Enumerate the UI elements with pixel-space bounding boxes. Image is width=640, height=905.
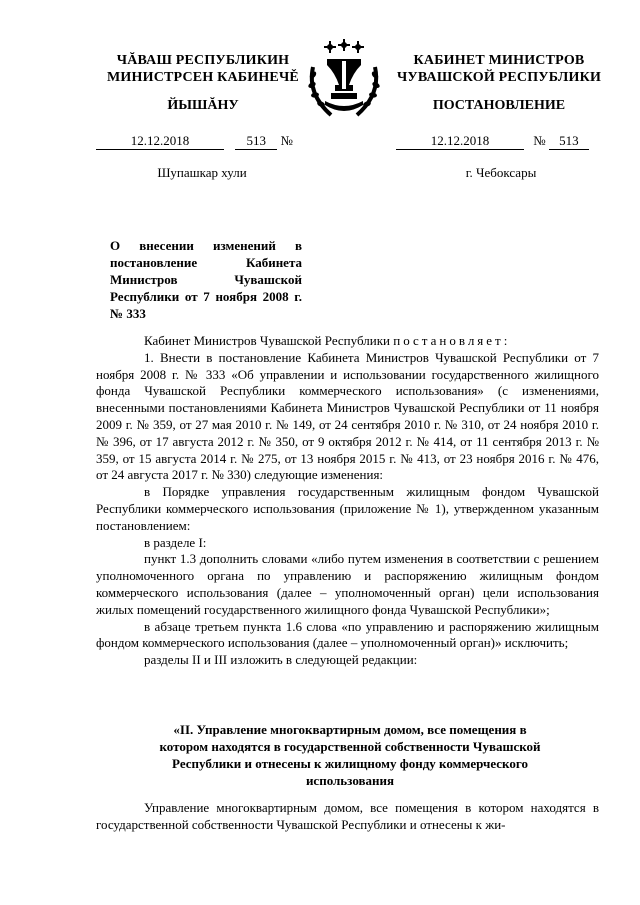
paragraph-4: пункт 1.3 дополнить словами «либо путем изменения в соответствии с решением уполномоченного органа по управлению и распоряжению жилищным фондом коммерческого использования (далее – уполномоченный орган) цели использования жилых помещений государственного жилищного фонда Чувашской Республики»; <box>96 551 599 617</box>
document-subject: О внесении изменений в постановление Кабинета Министров Чувашской Республики от 7 ноября 2008 г. № 333 <box>110 238 302 321</box>
left-number-sign: № <box>280 133 293 148</box>
document-body-continued <box>96 800 599 834</box>
right-number: 513 <box>549 133 589 150</box>
right-place: г. Чебоксары <box>465 165 537 180</box>
intro-paragraph <box>96 333 599 350</box>
right-number-sign: № <box>533 133 546 148</box>
left-date-row <box>96 133 308 150</box>
paragraph-3: в разделе I: <box>144 534 207 550</box>
left-header <box>96 52 310 86</box>
paragraph-7: Управление многоквартирным домом, все помещения в котором находятся в государственной собственности Чувашской Республики и отнесены к жи- <box>96 800 599 832</box>
paragraph-2: в Порядке управления государственным жилищным фондом Чувашской Республики коммерческого использования (приложение № 1), утвержденном указанным постановлением: <box>96 484 599 533</box>
coat-of-arms-emblem <box>301 39 387 125</box>
paragraph-5: в абзаце третьем пункта 1.6 слова «по управлению и распоряжению жилищным фондом коммерческого использования (далее – уполномоченный орган)» исключить; <box>96 618 599 651</box>
intro-verb: постановляет: <box>393 333 511 348</box>
left-date: 12.12.2018 <box>96 133 224 150</box>
left-number: 513 <box>235 133 277 150</box>
paragraph-1: 1. Внести в постановление Кабинета Министров Чувашской Республики от 7 ноября 2008 г. № 333 «Об управлении и использовании государственного жилищного фонда Чувашской Республики коммерческого использования» (с изменениями, внесенными постановлениями Кабинета Министров Чувашской Республики от 11 ноября 2009 г. № 359, от 27 мая 2010 г. № 149, от 24 сентября 2010 г. № 310, от 24 ноября 2010 г. № 396, от 17 августа 2012 г. № 350, от 9 октября 2012 г. № 414, от 11 сентября 2013 г. № 359, от 15 августа 2014 г. № 275, от 13 ноября 2015 г. № 413, от 23 ноября 2016 г. № 476, от 24 августа 2017 г. № 330) следующие изменения: <box>96 349 599 483</box>
paragraph-6: разделы II и III изложить в следующей редакции: <box>144 652 418 668</box>
left-doc-type: ЙЫШĂНУ <box>167 98 239 113</box>
right-date-row <box>396 133 606 150</box>
right-header-line1: КАБИНЕТ МИНИСТРОВ <box>413 53 585 68</box>
right-doc-type: ПОСТАНОВЛЕНИЕ <box>432 98 566 113</box>
intro-prefix: Кабинет Министров Чувашской Республики <box>144 333 390 348</box>
left-header-line1: ЧĂВАШ РЕСПУБЛИКИН <box>116 53 290 68</box>
right-header <box>392 52 606 86</box>
right-header-line2: ЧУВАШСКОЙ РЕСПУБЛИКИ <box>396 70 602 85</box>
left-place: Шупашкар хули <box>157 165 247 180</box>
document-body <box>96 333 599 669</box>
section-title: «II. Управление многоквартирным домом, все помещения в котором находятся в государственной собственности Чувашской Республики и отнесены к жилищному фонду коммерческого использования <box>159 722 541 788</box>
left-header-line2: МИНИСТРСЕН КАБИНЕЧĚ <box>107 70 299 85</box>
right-date: 12.12.2018 <box>396 133 524 150</box>
